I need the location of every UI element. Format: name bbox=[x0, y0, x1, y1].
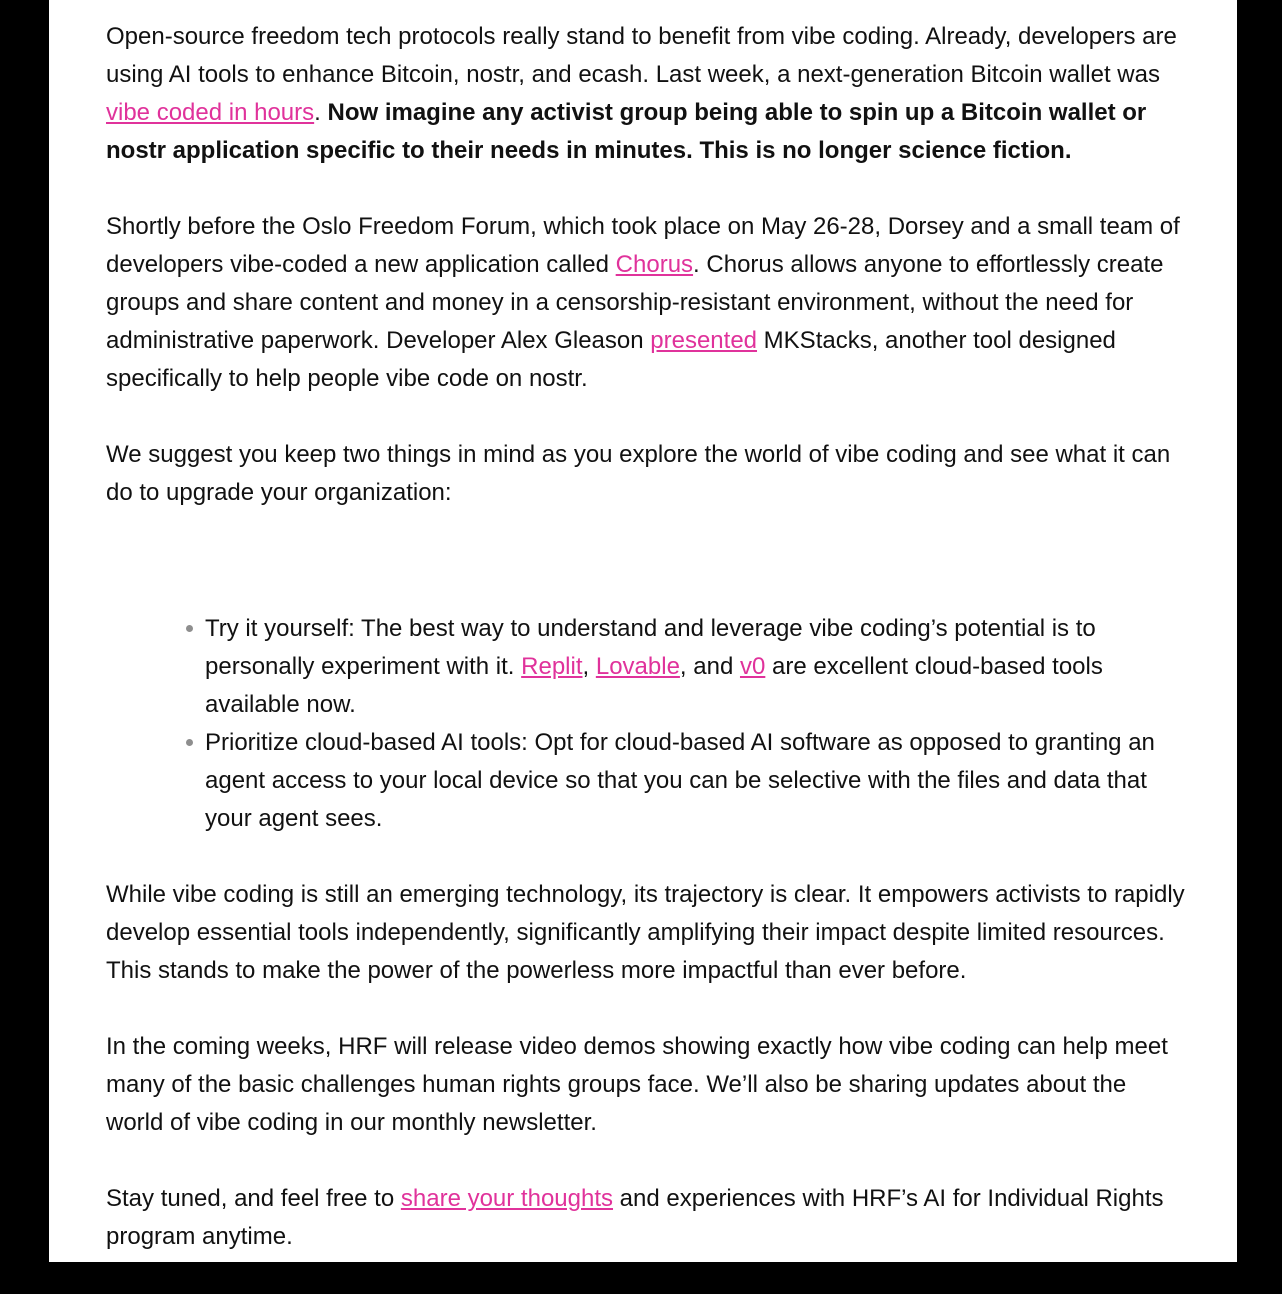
paragraph-text: and experiences with HRF’s AI for Individual Rights program anytime. bbox=[106, 1185, 1164, 1250]
list-item-text: Try it yourself: The best way to understand and leverage vibe coding’s potential is to personally experiment with it. bbox=[205, 615, 1096, 680]
paragraph-stay-tuned bbox=[106, 1180, 1186, 1256]
paragraph-chorus bbox=[106, 208, 1186, 398]
link-share-your-thoughts[interactable]: share your thoughts bbox=[400, 1185, 614, 1212]
list-item-text: Prioritize cloud-based AI tools: Opt for cloud-based AI software as opposed to granting an agent access to your local device so that you can be selective with the files and data that your agent sees. bbox=[205, 729, 1155, 832]
list-item-text: are excellent cloud-based tools available now. bbox=[205, 653, 1103, 718]
paragraph-suggestions-intro: We suggest you keep two things in mind as you explore the world of vibe coding and see what it can do to upgrade your organization: bbox=[106, 441, 1171, 506]
link-presented[interactable]: presented bbox=[650, 327, 758, 354]
paragraph-text: . bbox=[314, 99, 328, 126]
list-item-text: , bbox=[582, 653, 596, 680]
tips-list bbox=[106, 550, 1186, 838]
paragraph-bitcoin-nostr bbox=[106, 18, 1186, 170]
article-body bbox=[106, 18, 1186, 1294]
link-chorus[interactable]: Chorus bbox=[615, 251, 694, 278]
paragraph-text: . Chorus allows anyone to effortlessly create groups and share content and money in a censorship-resistant environment, without the need for administrative paperwork. Developer Alex Gleason bbox=[106, 251, 1164, 354]
paragraph-trajectory: While vibe coding is still an emerging technology, its trajectory is clear. It empowers activists to rapidly develop essential tools independently, significantly amplifying their impact despite limited resources. This stands to make the power of the powerless more impactful than ever before. bbox=[106, 881, 1185, 984]
list-item-text: , and bbox=[679, 653, 740, 680]
paragraph-text: MKStacks, another tool designed specifically to help people vibe code on nostr. bbox=[106, 327, 1116, 392]
link-lovable[interactable]: Lovable bbox=[595, 653, 680, 680]
list-item-cloud-based-tools bbox=[205, 724, 1186, 838]
article-page bbox=[49, 0, 1237, 1262]
paragraph-text: Stay tuned, and feel free to bbox=[106, 1185, 401, 1212]
link-replit[interactable]: Replit bbox=[521, 653, 583, 680]
bold-highlight: Now imagine any activist group being able to spin up a Bitcoin wallet or nostr application specific to their needs in minutes. This is no longer science fiction. bbox=[106, 99, 1147, 164]
list-item-try-it-yourself bbox=[205, 610, 1186, 724]
link-vibe-coded-in-hours[interactable]: vibe coded in hours bbox=[106, 99, 315, 126]
paragraph-coming-weeks: In the coming weeks, HRF will release video demos showing exactly how vibe coding can help meet many of the basic challenges human rights groups face. We’ll also be sharing updates about the world of vibe coding in our monthly newsletter. bbox=[106, 1033, 1168, 1136]
paragraph-text: Shortly before the Oslo Freedom Forum, which took place on May 26-28, Dorsey and a small team of developers vibe-coded a new application called bbox=[106, 213, 1180, 278]
paragraph-text: Open-source freedom tech protocols really stand to benefit from vibe coding. Already, developers are using AI tools to enhance Bitcoin, nostr, and ecash. Last week, a next-generation Bitcoin wallet was bbox=[106, 23, 1177, 88]
link-v0[interactable]: v0 bbox=[739, 653, 766, 680]
